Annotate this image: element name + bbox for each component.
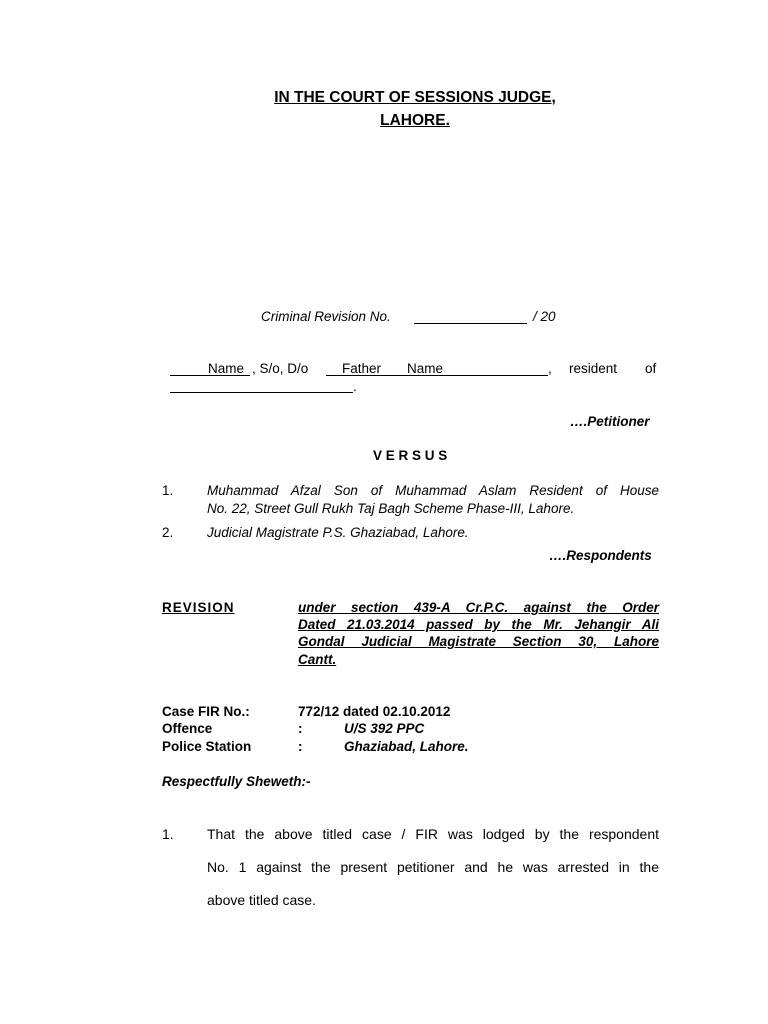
respondent-1-line2: No. 22, Street Gull Rukh Taj Bagh Scheme Phase-III, Lahore.: [207, 501, 575, 516]
offence-value: U/S 392 PPC: [344, 721, 425, 736]
paragraph-1-line3: above titled case.: [207, 892, 316, 908]
paragraph-1-number: 1.: [162, 826, 174, 842]
police-station-label: Police Station: [162, 739, 252, 754]
paragraph-1-line2: No. 1 against the present petitioner and he was arrested in the: [207, 859, 659, 875]
of-text: of: [645, 361, 657, 376]
criminal-revision-label: Criminal Revision No.: [261, 309, 391, 324]
comma: ,: [548, 361, 552, 376]
case-fir-value: 772/12 dated 02.10.2012: [298, 704, 451, 719]
respondent-1-line1: Muhammad Afzal Son of Muhammad Aslam Resident of House: [207, 483, 659, 498]
revision-line2: Dated 21.03.2014 passed by the Mr. Jehangir Ali: [298, 617, 659, 632]
versus-heading: V E R S U S: [373, 448, 448, 463]
revision-line1: under section 439-A Cr.P.C. against the Order: [298, 600, 659, 615]
name-label: Name: [208, 361, 245, 376]
respondent-1-number: 1.: [162, 483, 174, 498]
offence-colon: :: [298, 721, 303, 736]
respondents-role: ….Respondents: [549, 548, 652, 563]
respondent-2-number: 2.: [162, 525, 174, 540]
revision-number-blank: [414, 323, 527, 324]
criminal-revision-year: / 20: [533, 309, 556, 324]
salutation: Respectfully Sheweth:-: [162, 774, 311, 789]
respondent-2-line1: Judicial Magistrate P.S. Ghaziabad, Lahore.: [207, 525, 469, 540]
police-station-colon: :: [298, 739, 303, 754]
relation-text: , S/o, D/o: [252, 361, 309, 376]
residence-blank: [170, 392, 353, 393]
father-label: Father: [342, 361, 382, 376]
court-heading-line1: IN THE COURT OF SESSIONS JUDGE,: [274, 89, 556, 106]
court-heading-line2: LAHORE.: [380, 112, 450, 129]
case-fir-label: Case FIR No.:: [162, 704, 250, 719]
resident-text: resident: [569, 361, 618, 376]
revision-line4: Cantt.: [298, 652, 337, 667]
revision-label: REVISION: [162, 600, 235, 615]
revision-line3: Gondal Judicial Magistrate Section 30, Lahore: [298, 634, 659, 649]
residence-period: .: [353, 379, 357, 394]
police-station-value: Ghaziabad, Lahore.: [344, 739, 469, 754]
paragraph-1-line1: That the above titled case / FIR was lodged by the respondent: [207, 826, 659, 842]
offence-label: Offence: [162, 721, 213, 736]
father-name-label: Name: [407, 361, 444, 376]
petitioner-role: ….Petitioner: [570, 414, 650, 429]
